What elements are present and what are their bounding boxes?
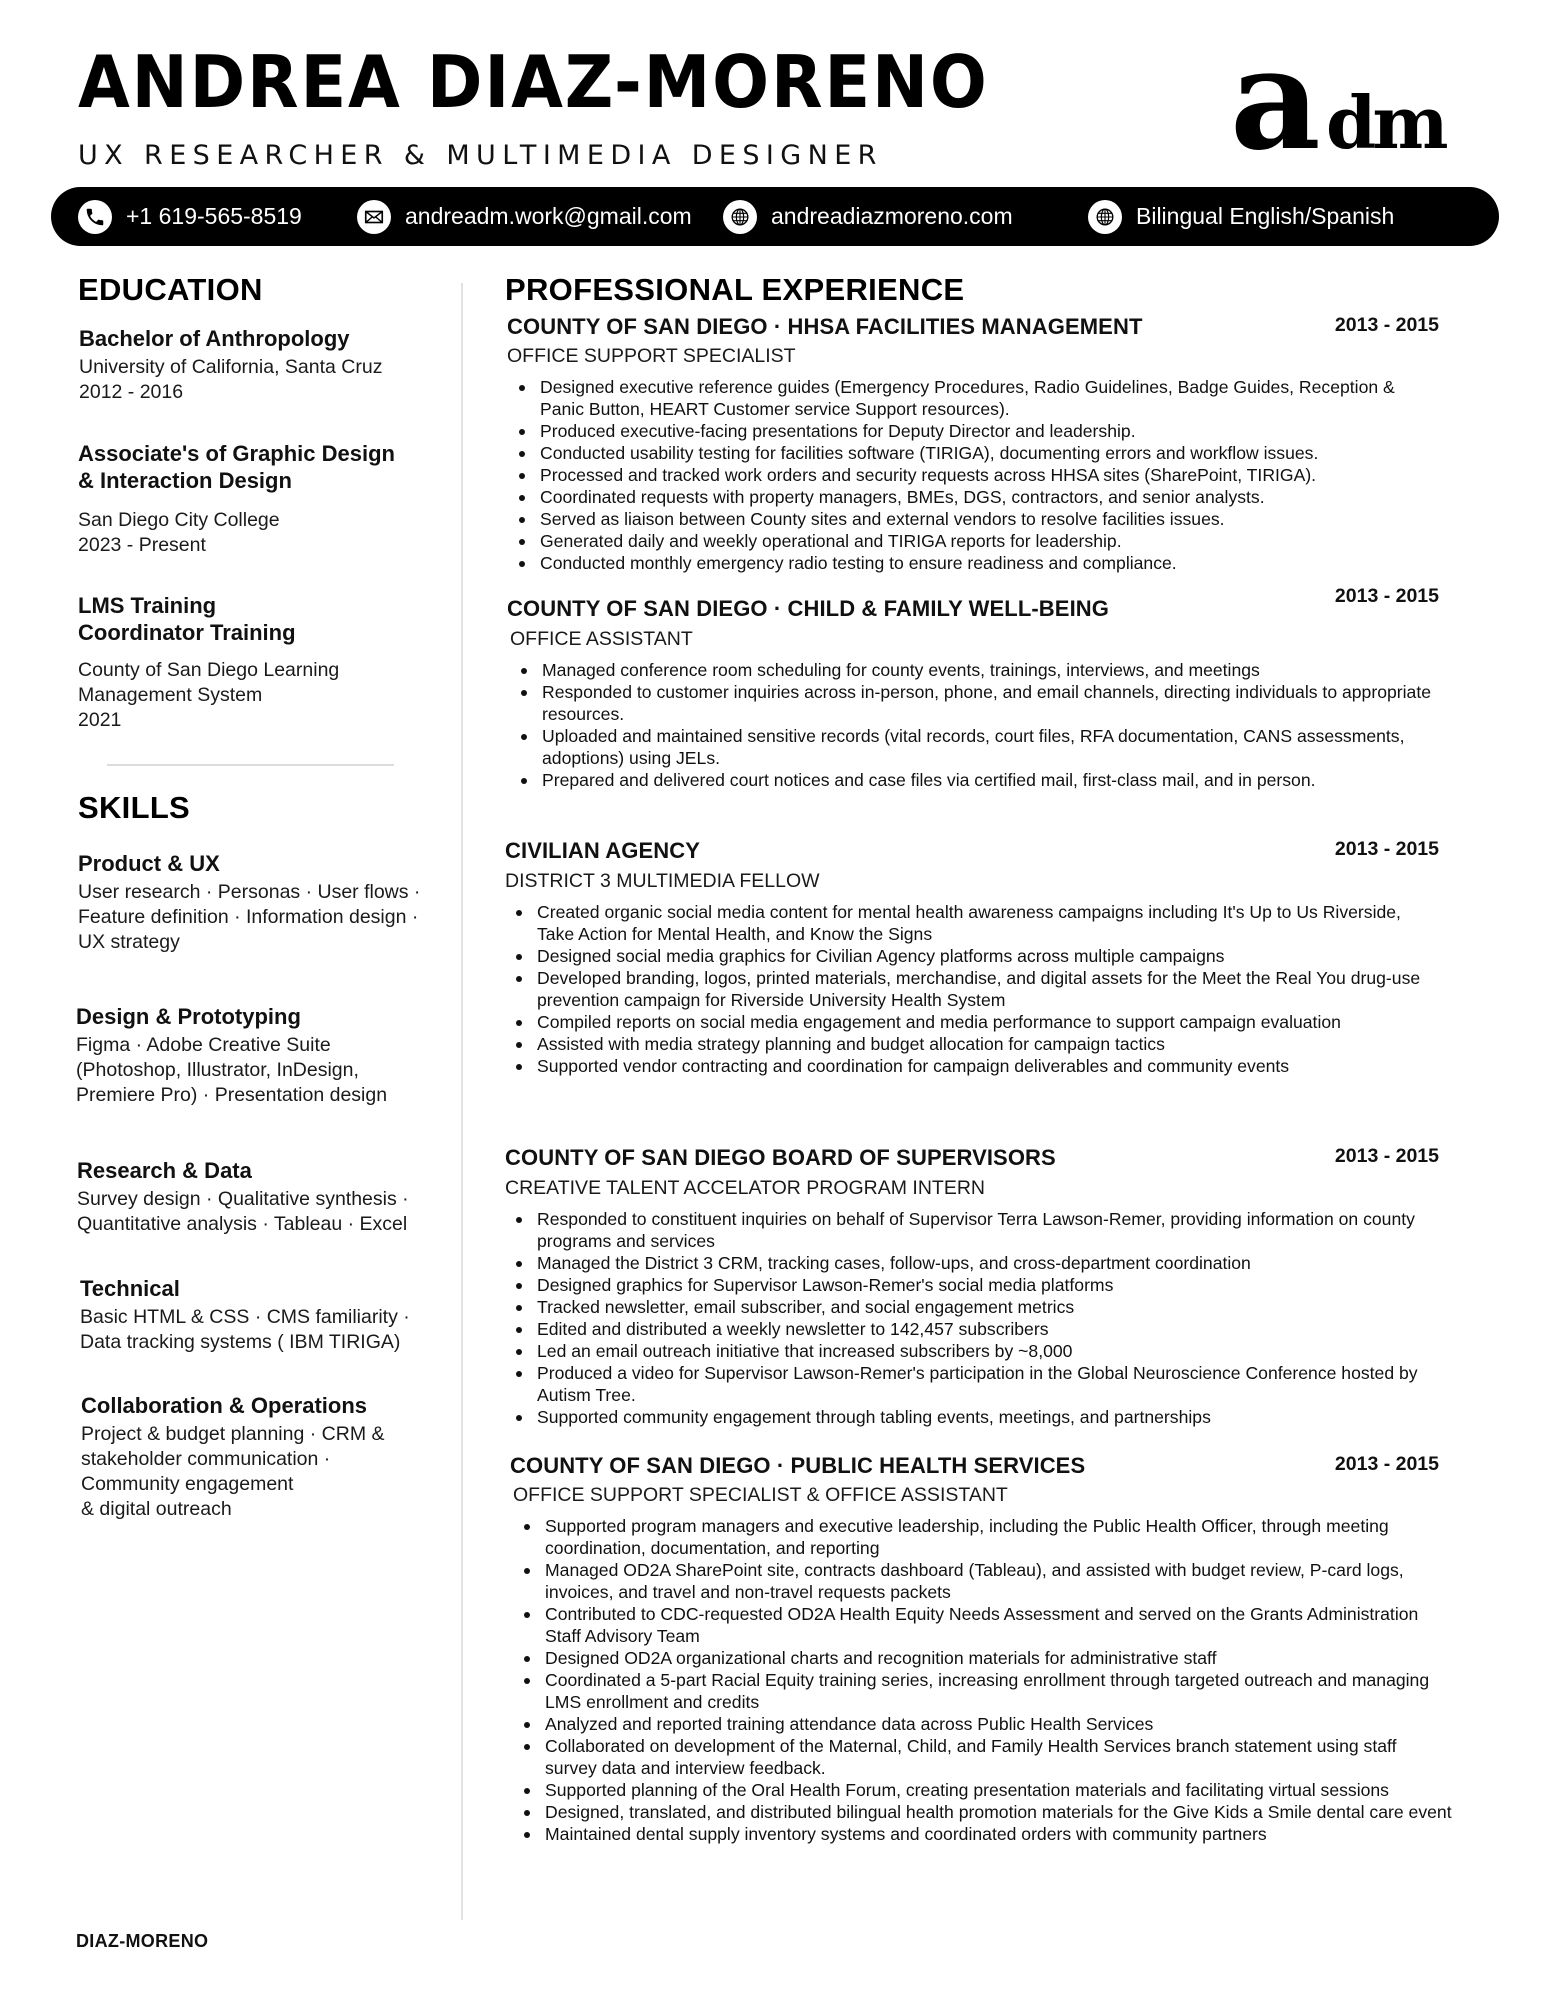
bullet-item: Led an email outreach initiative that increased subscribers by ~8,000: [505, 1340, 1435, 1362]
bullet-item: Coordinated requests with property managers, BMEs, DGS, contractors, and senior analysts.: [508, 486, 1438, 508]
skills-heading: SKILLS: [78, 790, 191, 825]
phone-icon: [78, 200, 112, 234]
skill-line: Survey design · Qualitative synthesis ·: [77, 1188, 409, 1210]
education-dates: 2012 - 2016: [79, 381, 184, 403]
job-role: DISTRICT 3 MULTIMEDIA FELLOW: [505, 870, 820, 892]
logo-letters-dm: dm: [1326, 80, 1445, 158]
experience-heading: PROFESSIONAL EXPERIENCE: [505, 272, 965, 307]
skill-line: Project & budget planning · CRM &: [81, 1423, 385, 1445]
degree-title: Bachelor of Anthropology: [79, 326, 350, 351]
skill-group-title: Product & UX: [78, 851, 220, 876]
job-organization: COUNTY OF SAN DIEGO BOARD OF SUPERVISORS: [505, 1145, 1056, 1170]
job-organization: COUNTY OF SAN DIEGO · CHILD & FAMILY WELL-BEING: [507, 596, 1109, 621]
contact-email[interactable]: [357, 187, 692, 246]
globe-icon: [1088, 200, 1122, 234]
job-role: OFFICE SUPPORT SPECIALIST & OFFICE ASSISTANT: [513, 1484, 1008, 1506]
skill-line: Basic HTML & CSS · CMS familiarity ·: [80, 1306, 410, 1328]
school-name: Management System: [78, 684, 263, 706]
job-organization: COUNTY OF SAN DIEGO · PUBLIC HEALTH SERVICES: [510, 1453, 1086, 1478]
bullet-item: Created organic social media content for mental health awareness campaigns including It's Up to Us Riverside, Take Action for Mental Health, and Know the Signs: [505, 901, 1435, 945]
skill-group-title: Technical: [80, 1276, 180, 1301]
bullet-item: Conducted usability testing for facilities software (TIRIGA), documenting errors and workflow issues.: [508, 442, 1438, 464]
contact-phone-text: +1 619-565-8519: [126, 203, 302, 229]
degree-title: Coordinator Training: [78, 620, 296, 645]
bullet-item: Compiled reports on social media engagement and media performance to support campaign evaluation: [505, 1011, 1435, 1033]
skill-line: Premiere Pro) · Presentation design: [76, 1084, 388, 1106]
bullet-item: Designed social media graphics for Civilian Agency platforms across multiple campaigns: [505, 945, 1435, 967]
job-bullets: [505, 1208, 1435, 1428]
job-dates: 2013 - 2015: [1334, 1453, 1439, 1475]
education-item: [79, 325, 449, 405]
job-bullets: [510, 659, 1440, 791]
skill-line: UX strategy: [78, 931, 180, 953]
education-dates: 2023 - Present: [78, 534, 206, 556]
candidate-name: ANDREA DIAZ-MORENO: [78, 40, 989, 124]
bullet-item: Served as liaison between County sites and external vendors to resolve facilities issues.: [508, 508, 1438, 530]
degree-title: & Interaction Design: [78, 468, 292, 493]
job-bullets: [513, 1515, 1453, 1845]
bullet-item: Generated daily and weekly operational and TIRIGA reports for leadership.: [508, 530, 1438, 552]
skill-group-title: Research & Data: [77, 1158, 252, 1183]
bullet-item: Uploaded and maintained sensitive records (vital records, court files, RFA documentation, CANS assessments, adoptions) using JELs.: [510, 725, 1440, 769]
bullet-item: Produced a video for Supervisor Lawson-Remer's participation in the Global Neuroscience Conference hosted by Autism Tree.: [505, 1362, 1435, 1406]
skill-line: Data tracking systems ( IBM TIRIGA): [80, 1331, 401, 1353]
education-item: [78, 440, 458, 558]
bullet-item: Prepared and delivered court notices and case files via certified mail, first-class mail, and in person.: [510, 769, 1440, 791]
job-role: OFFICE SUPPORT SPECIALIST: [507, 345, 796, 367]
bullet-item: Collaborated on development of the Maternal, Child, and Family Health Services branch statement using staff survey data and interview feedback.: [513, 1735, 1453, 1779]
bullet-item: Managed the District 3 CRM, tracking cases, follow-ups, and cross-department coordination: [505, 1252, 1435, 1274]
contact-website-text: andreadiazmoreno.com: [771, 203, 1013, 229]
skill-group: [80, 1275, 470, 1355]
adm-monogram-logo: [1230, 48, 1460, 158]
bullet-item: Processed and tracked work orders and security requests across HHSA sites (SharePoint, TIRIGA).: [508, 464, 1438, 486]
skill-group-title: Collaboration & Operations: [81, 1393, 368, 1418]
job-bullets: [505, 901, 1435, 1077]
job-role: CREATIVE TALENT ACCELATOR PROGRAM INTERN: [505, 1177, 986, 1199]
globe-icon: [723, 200, 757, 234]
bullet-item: Analyzed and reported training attendance data across Public Health Services: [513, 1713, 1453, 1735]
skill-line: (Photoshop, Illustrator, InDesign,: [76, 1059, 359, 1081]
bullet-item: Designed graphics for Supervisor Lawson-Remer's social media platforms: [505, 1274, 1435, 1296]
bullet-item: Designed executive reference guides (Emergency Procedures, Radio Guidelines, Badge Guides, Reception & Panic Button, HEART Customer service Support resources).: [508, 376, 1438, 420]
skill-line: & digital outreach: [81, 1498, 232, 1520]
job-dates: 2013 - 2015: [1334, 585, 1439, 607]
contact-email-text: andreadm.work@gmail.com: [405, 203, 692, 229]
school-name: University of California, Santa Cruz: [79, 356, 383, 378]
contact-website[interactable]: [723, 187, 1013, 246]
skill-line: Community engagement: [81, 1473, 294, 1495]
job-dates: 2013 - 2015: [1334, 838, 1439, 860]
skill-group: [81, 1392, 471, 1522]
bullet-item: Coordinated a 5-part Racial Equity training series, increasing enrollment through targeted outreach and managing LMS enrollment and credits: [513, 1669, 1453, 1713]
job-bullets: [508, 376, 1438, 574]
bullet-item: Designed, translated, and distributed bilingual health promotion materials for the Give Kids a Smile dental care event: [513, 1801, 1453, 1823]
bullet-item: Maintained dental supply inventory systems and coordinated orders with community partners: [513, 1823, 1453, 1845]
bullet-item: Responded to customer inquiries across in-person, phone, and email channels, directing individuals to appropriate resources.: [510, 681, 1440, 725]
bullet-item: Supported vendor contracting and coordination for campaign deliverables and community events: [505, 1055, 1435, 1077]
bullet-item: Contributed to CDC-requested OD2A Health Equity Needs Assessment and served on the Grants Administration Staff Advisory Team: [513, 1603, 1453, 1647]
degree-title: LMS Training: [78, 593, 217, 618]
skill-line: User research · Personas · User flows ·: [78, 881, 421, 903]
bullet-item: Tracked newsletter, email subscriber, and social engagement metrics: [505, 1296, 1435, 1318]
bullet-item: Assisted with media strategy planning and budget allocation for campaign tactics: [505, 1033, 1435, 1055]
bullet-item: Managed OD2A SharePoint site, contracts dashboard (Tableau), and assisted with budget review, P-card logs, invoices, and travel and non-travel requests packets: [513, 1559, 1453, 1603]
footer-surname: DIAZ-MORENO: [76, 1931, 209, 1951]
skill-group-title: Design & Prototyping: [76, 1004, 301, 1029]
education-dates: 2021: [78, 709, 122, 731]
job-organization: COUNTY OF SAN DIEGO · HHSA FACILITIES MANAGEMENT: [507, 314, 1143, 339]
education-item: [78, 592, 458, 733]
bullet-item: Produced executive-facing presentations for Deputy Director and leadership.: [508, 420, 1438, 442]
section-divider: [107, 764, 394, 766]
bullet-item: Developed branding, logos, printed materials, merchandise, and digital assets for the Meet the Real You drug-use prevention campaign for Riverside University Health System: [505, 967, 1435, 1011]
logo-letter-a: a: [1230, 48, 1321, 158]
envelope-icon: [357, 200, 391, 234]
job-dates: 2013 - 2015: [1334, 314, 1439, 336]
bullet-item: Conducted monthly emergency radio testing to ensure readiness and compliance.: [508, 552, 1438, 574]
skill-group: [76, 1003, 466, 1108]
skill-group: [77, 1157, 467, 1237]
contact-language: [1088, 187, 1394, 246]
job-organization: CIVILIAN AGENCY: [505, 838, 701, 863]
skill-line: stakeholder communication ·: [81, 1448, 331, 1470]
bullet-item: Supported planning of the Oral Health Forum, creating presentation materials and facilitating virtual sessions: [513, 1779, 1453, 1801]
contact-language-text: Bilingual English/Spanish: [1136, 203, 1395, 229]
job-dates: 2013 - 2015: [1334, 1145, 1439, 1167]
contact-phone[interactable]: [78, 187, 302, 246]
skill-line: Quantitative analysis · Tableau · Excel: [77, 1213, 408, 1235]
school-name: San Diego City College: [78, 509, 280, 531]
candidate-title: UX RESEARCHER & MULTIMEDIA DESIGNER: [78, 140, 883, 171]
column-divider: [461, 283, 463, 1920]
school-name: County of San Diego Learning: [78, 659, 340, 681]
contact-bar: [51, 187, 1499, 246]
bullet-item: Supported community engagement through tabling events, meetings, and partnerships: [505, 1406, 1435, 1428]
bullet-item: Edited and distributed a weekly newsletter to 142,457 subscribers: [505, 1318, 1435, 1340]
skill-line: Figma · Adobe Creative Suite: [76, 1034, 331, 1056]
job-role: OFFICE ASSISTANT: [510, 628, 693, 650]
bullet-item: Managed conference room scheduling for county events, trainings, interviews, and meetings: [510, 659, 1440, 681]
skill-line: Feature definition · Information design ·: [78, 906, 419, 928]
bullet-item: Designed OD2A organizational charts and recognition materials for administrative staff: [513, 1647, 1453, 1669]
education-heading: EDUCATION: [78, 272, 263, 307]
bullet-item: Supported program managers and executive leadership, including the Public Health Officer, through meeting coordination, documentation, and reporting: [513, 1515, 1453, 1559]
bullet-item: Responded to constituent inquiries on behalf of Supervisor Terra Lawson-Remer, providing information on county programs and services: [505, 1208, 1435, 1252]
skill-group: [78, 850, 468, 955]
degree-title: Associate's of Graphic Design: [78, 441, 395, 466]
